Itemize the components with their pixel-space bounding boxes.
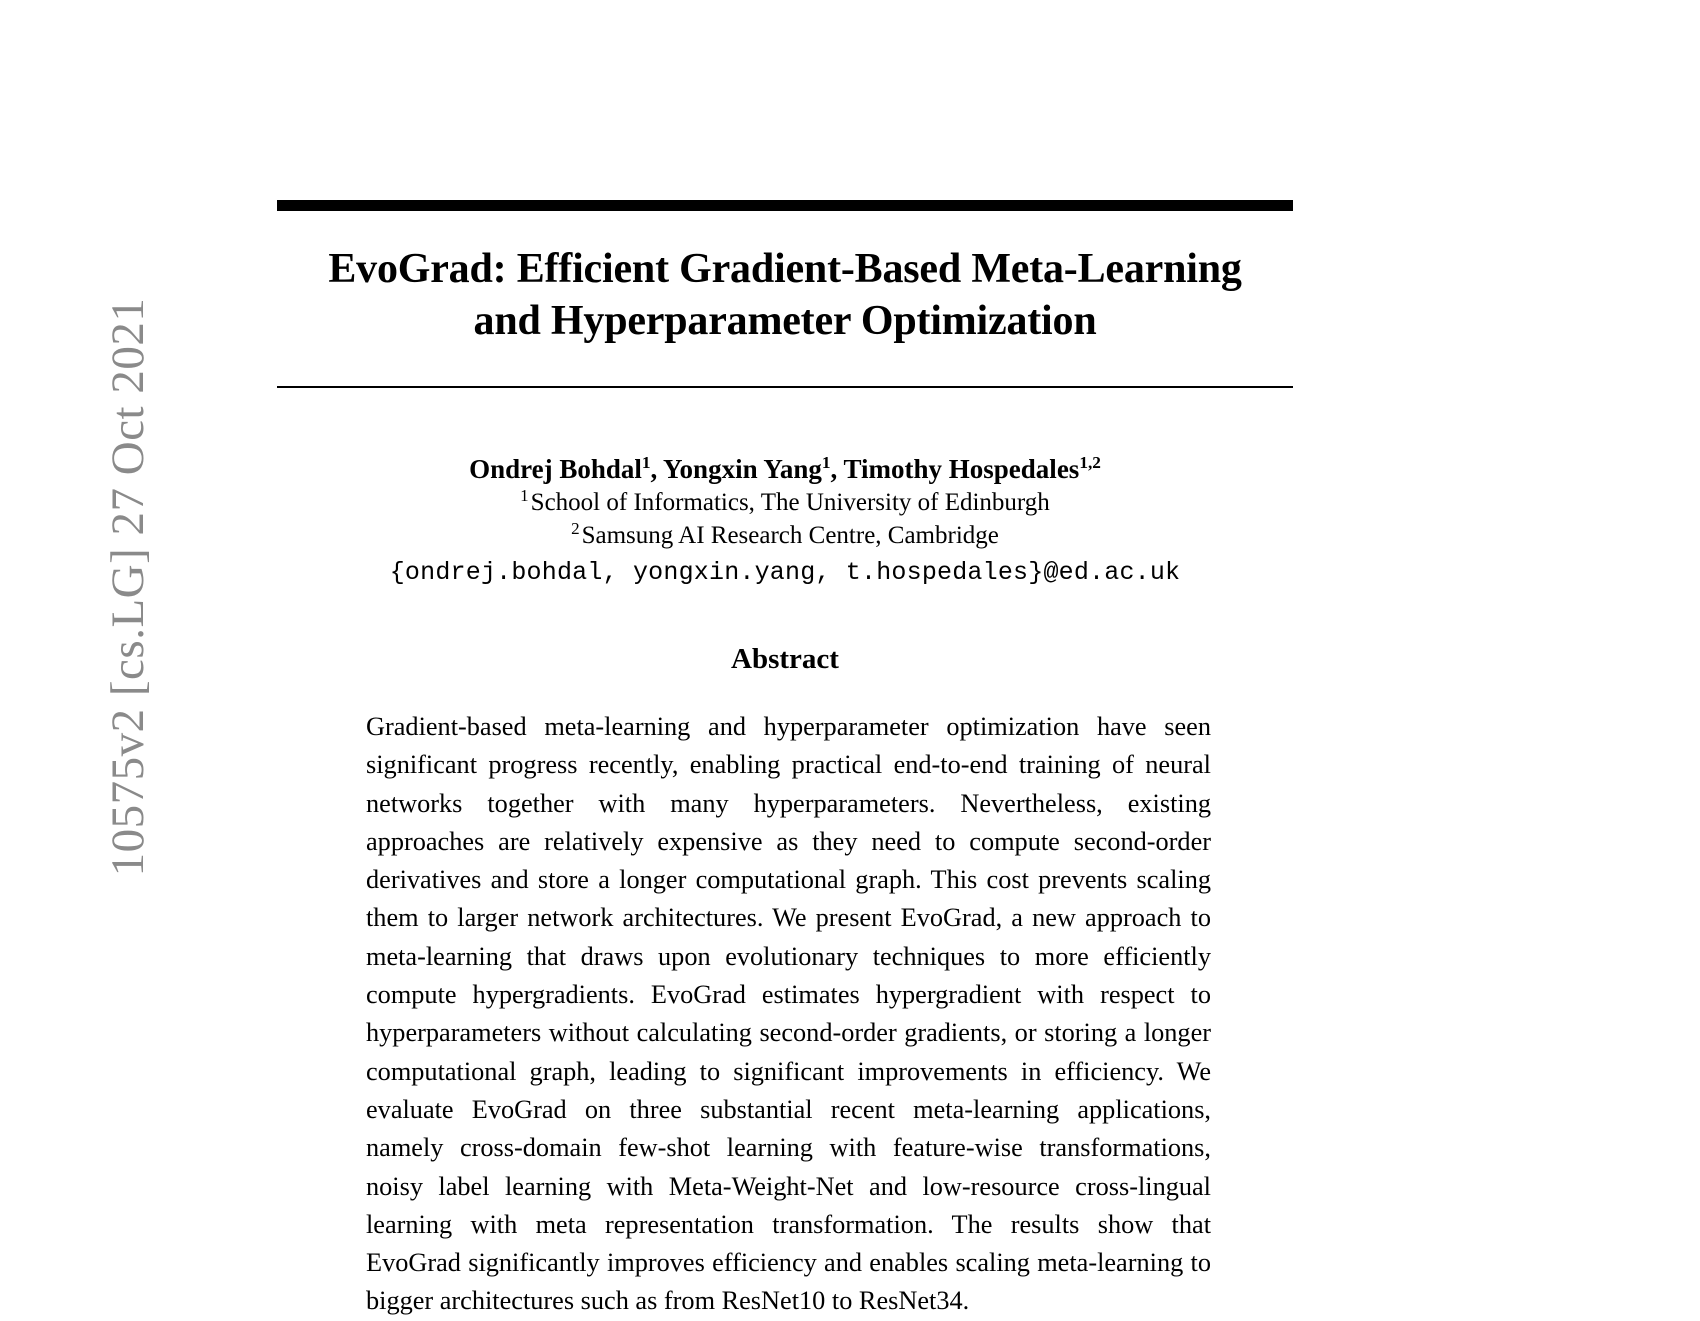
author-names [277, 452, 1293, 486]
contact-email-line[interactable]: {ondrej.bohdal, yongxin.yang, t.hospedales}@ed.ac.uk [389, 558, 1181, 587]
author-affiliation-marker-1: 1 [641, 453, 651, 472]
affiliation-text-2: Samsung AI Research Centre, Cambridge [581, 522, 999, 549]
author-affiliation-marker-3: 1,2 [1079, 453, 1101, 472]
title-line-2: and Hyperparameter Optimization [473, 298, 1097, 344]
affiliation-marker-1: 1 [520, 485, 529, 505]
paper-first-page [277, 0, 1293, 1316]
abstract-body-text: Gradient-based meta-learning and hyperparameter optimization have seen significant progress recently, enabling practical end-to-end training of neural networks together with many hyperparameters. Nevertheless, existing approaches are relatively expensive as they need to compute second-order derivatives and store a longer computational graph. This cost prevents scaling them to larger network architectures. We present EvoGrad, a new approach to meta-learning that draws upon evolutionary techniques to more efficiently compute hypergradients. EvoGrad estimates hypergradient with respect to hyperparameters without calculating second-order gradients, or storing a longer computational graph, leading to significant improvements in efficiency. We evaluate EvoGrad on three substantial recent meta-learning applications, namely cross-domain few-shot learning with feature-wise transformations, noisy label learning with Meta-Weight-Net and low-resource cross-lingual learning with meta representation transformation. The results show that EvoGrad significantly improves efficiency and enables scaling meta-learning to bigger architectures such as from ResNet10 to ResNet34. [366, 712, 1211, 1316]
arxiv-identifier-stamp: 10575v2 [cs.LG] 27 Oct 2021 [102, 297, 154, 877]
affiliation-text-1: School of Informatics, The University of Edinburgh [530, 489, 1050, 516]
author-separator-1: , [650, 454, 664, 484]
author-name-2: Yongxin Yang [663, 454, 822, 484]
affiliation-line-2 [277, 519, 1293, 552]
author-separator-2: , [830, 454, 844, 484]
title-top-rule [277, 200, 1293, 211]
affiliation-marker-2: 2 [571, 518, 580, 538]
title-line-1: EvoGrad: Efficient Gradient-Based Meta-Learning [328, 246, 1242, 292]
author-name-3: Timothy Hospedales [843, 454, 1080, 484]
author-block [277, 452, 1293, 591]
page-title [277, 243, 1293, 347]
author-name-1: Ondrej Bohdal [469, 454, 642, 484]
abstract-heading: Abstract [731, 643, 839, 675]
author-affiliation-marker-2: 1 [821, 453, 831, 472]
title-bottom-rule [277, 386, 1293, 388]
affiliation-line-1 [277, 486, 1293, 519]
